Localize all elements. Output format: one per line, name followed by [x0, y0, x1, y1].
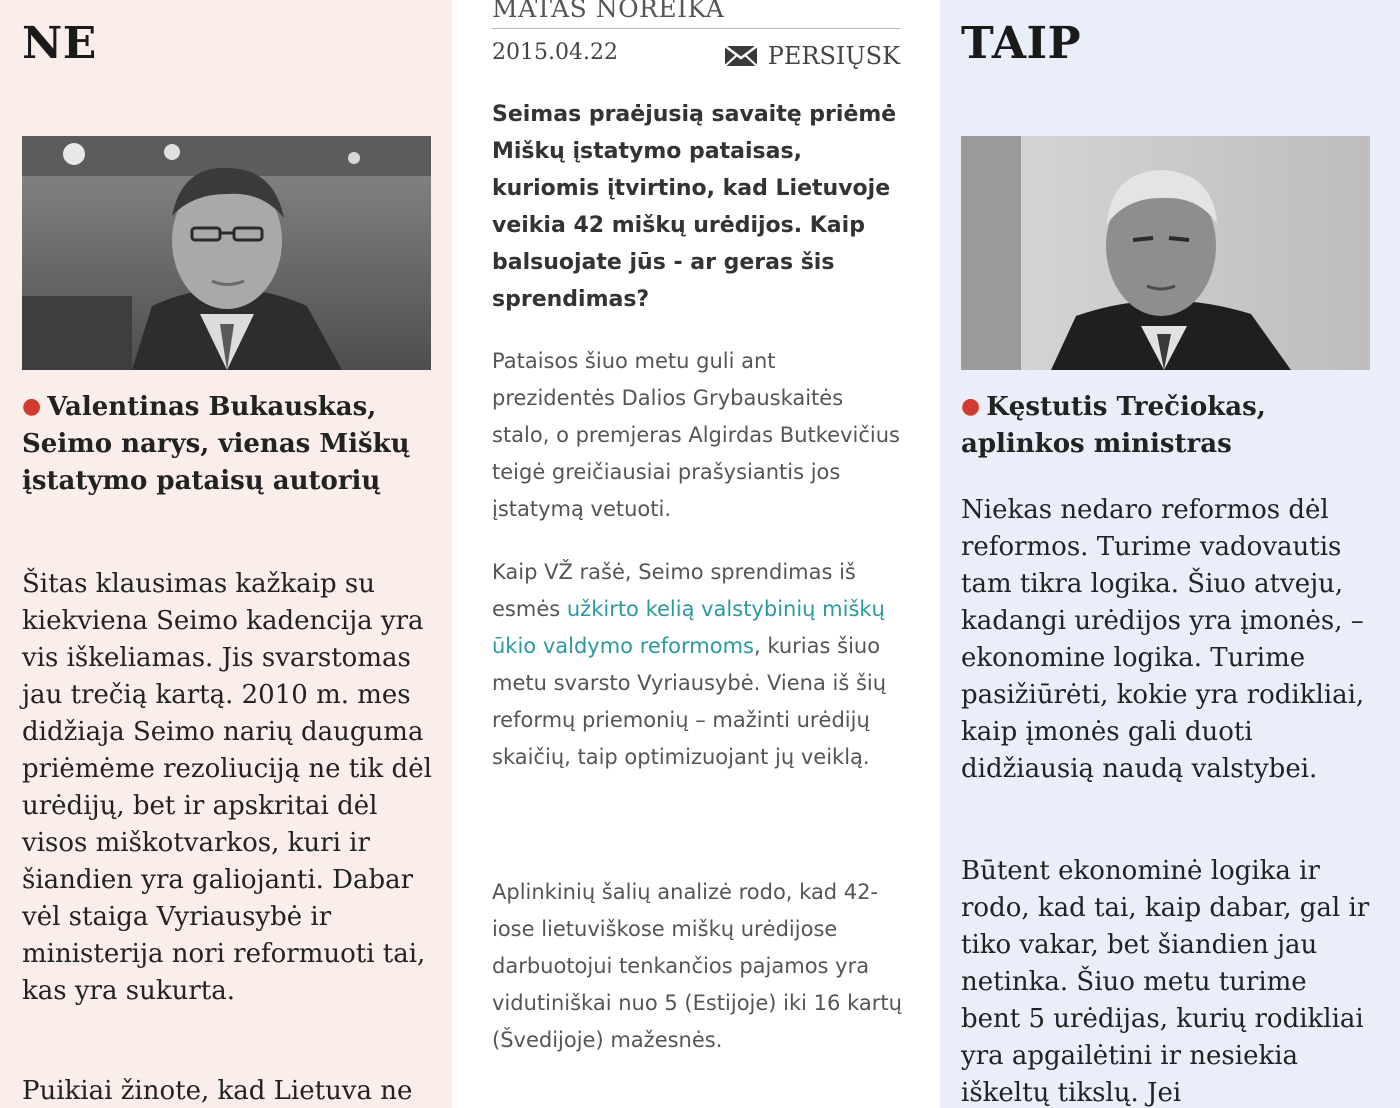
quote-paragraph-2: Puikiai žinote, kad Lietuva ne [22, 1076, 413, 1106]
envelope-icon [724, 45, 758, 67]
column-taip [940, 0, 1400, 1108]
reform-article-link[interactable]: užkirto kelią valstybinių miškų ūkio valdymo reformoms [492, 597, 885, 658]
person-role: aplinkos ministras [961, 429, 1232, 459]
quote-paragraph-1: Šitas klausimas kažkaip su kiekviena Seimo kadencija yra vis iškeliamas. Jis svarstomas jau trečią kartą. 2010 m. mes didžiaja Seimo narių dauguma priėmėme rezoliuciją ne tik dėl urėdijų, bet ir apskritai dėl visos miškotvarkos, kuri ir šiandien yra galiojanti. Dabar vėl staiga Vyriausybė ir ministerija nori reformuoti tai, kas yra sukurta. [22, 569, 432, 1006]
portrait-image [22, 136, 431, 370]
person-role: Seimo narys, vienas Miškų įstatymo pataisų autorių [22, 429, 410, 496]
article-date: 2015.04.22 [492, 40, 618, 65]
quote-paragraph-2: Būtent ekonominė logika ir rodo, kad tai, kaip dabar, gal ir tiko vakar, bet šiandien jau netinka. Šiuo metu turime bent 5 urėdijas, kurių rodikliai yra apgailėtini ir nesiekia iškeltų tikslų. Jei [961, 856, 1370, 1108]
article-paragraph-1: Pataisos šiuo metu guli ant prezidentės Dalios Grybauskaitės stalo, o premjeras Algirdas Butkevičius teigė greičiausiai prašysiantis jos įstatymą vetuoti. [492, 349, 900, 521]
red-dot-icon: ● [961, 393, 981, 419]
article-paragraph-3: Aplinkinių šalių analizė rodo, kad 42-iose lietuviškose miškų urėdijose darbuotojui tenkančios pajamos yra vidutiniškai nuo 5 (Estijoje) iki 16 kartų (Švedijoje) mažesnės. [492, 880, 902, 1052]
article-paragraph-2 [492, 554, 902, 776]
person-name-bukauskas [22, 388, 422, 500]
paragraph-text: Kaip VŽ rašė, Seimo sprendimas iš esmės [492, 560, 856, 621]
column-ne [0, 0, 452, 1108]
photo-treciokas [961, 136, 1370, 370]
portrait-image [961, 136, 1370, 370]
quote-paragraph-1: Niekas nedaro reformos dėl reformos. Turime vadovautis tam tikra logika. Šiuo atveju, kadangi urėdijos yra įmonės, – ekonomine logika. Turime pasižiūrėti, kokie yra rodikliai, kaip įmonės gali duoti didžiausią naudą valstybei. [961, 495, 1365, 784]
author-name[interactable]: MATAS NOREIKA [492, 0, 900, 29]
person-name: Kęstutis Trečiokas, [986, 392, 1266, 422]
red-dot-icon: ● [22, 393, 42, 419]
article-column [452, 0, 940, 1108]
person-name: Valentinas Bukauskas, [47, 392, 377, 422]
photo-bukauskas [22, 136, 431, 370]
verdict-heading-ne: NE [22, 18, 97, 69]
verdict-heading-taip: TAIP [961, 18, 1082, 69]
share-label: PERSIŲSK [767, 42, 900, 70]
share-button[interactable] [724, 42, 900, 70]
person-name-treciokas [961, 388, 1361, 463]
article-lead: Seimas praėjusią savaitę priėmė Miškų įstatymo pataisas, kuriomis įtvirtino, kad Lietuvoje veikia 42 miškų urėdijos. Kaip balsuojate jūs - ar geras šis sprendimas? [492, 102, 897, 312]
paragraph-text: , kurias šiuo metu svarsto Vyriausybė. Viena iš šių reformų priemonių – mažinti urėdijų skaičių, taip optimizuojant jų veiklą. [492, 634, 887, 769]
